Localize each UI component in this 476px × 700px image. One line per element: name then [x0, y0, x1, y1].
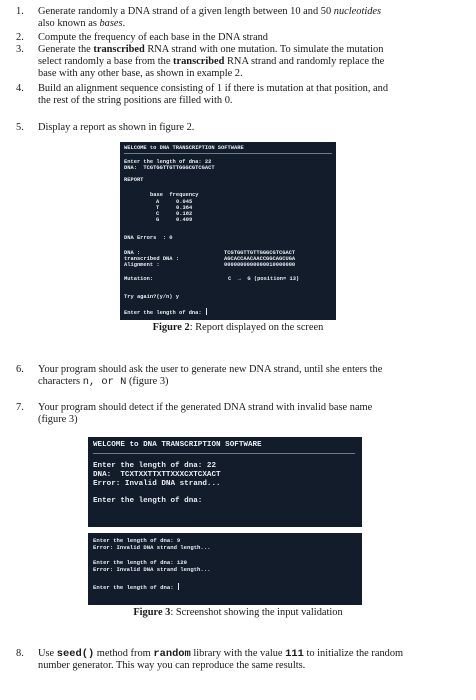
terminal-header: WELCOME to DNA TRANSCRIPTION SOFTWARE: [93, 441, 355, 454]
frequency-base: A: [156, 199, 160, 205]
terminal-prompt: Enter the length of dna: 120: [93, 559, 187, 566]
alignment-label: Alignment :: [124, 262, 160, 268]
text-cursor: [206, 308, 207, 315]
enter-again-text: Enter the length of dna:: [93, 584, 177, 591]
item-5: [16, 122, 461, 135]
item-number: 4.: [16, 83, 24, 94]
item-line: base with any other base, as shown in example 2.: [38, 68, 243, 80]
item-text: [38, 83, 388, 107]
item-line: characters n, or N (figure 3): [38, 376, 169, 389]
terminal-dna-line: DNA: TCGTGGTTGTTGGGCGTCGACT: [124, 165, 215, 171]
frequency-value: 0.409: [176, 217, 193, 223]
figure-3-terminal-top: [88, 437, 362, 527]
terminal-prompt: Enter the length of dna: 22: [124, 159, 212, 165]
item-line: Build an alignment sequence consisting of 1 if there is mutation at that position, and: [38, 83, 389, 94]
frequency-base: T: [156, 205, 160, 211]
frequency-title: base frequency: [150, 192, 199, 198]
figure-2-caption: [60, 322, 416, 333]
mutation-label: Mutation:: [124, 276, 154, 282]
terminal-error: Error: Invalid DNA strand length...: [93, 544, 211, 551]
item-text: [38, 648, 403, 672]
caption-label: Figure 2: [152, 322, 190, 333]
figure-3-caption: [60, 607, 416, 618]
frequency-value: 0.364: [176, 205, 193, 211]
terminal-dna-line: DNA: TCXTXXTTXTTXXXCXTCXACT: [93, 471, 221, 479]
item-text: [38, 44, 384, 81]
item-text: [38, 364, 382, 388]
terminal-prompt-again: [93, 583, 179, 592]
item-8: [16, 648, 461, 674]
terminal-error: Error: Invalid DNA strand length...: [93, 566, 211, 573]
frequency-value: 0.182: [176, 211, 193, 217]
mutation-value: C → G (position= 13): [228, 276, 300, 282]
item-text: [38, 402, 372, 426]
enter-again-line: [124, 308, 207, 316]
item-7: [16, 402, 461, 428]
terminal-prompt-again: Enter the length of dna:: [93, 497, 203, 505]
alignment-value: 0000000000000010000000: [224, 262, 296, 268]
item-number: 7.: [16, 402, 24, 413]
dna-label: DNA :: [124, 250, 141, 256]
item-3: [16, 44, 461, 82]
frequency-base: G: [156, 217, 160, 223]
terminal-prompt: Enter the length of dna: 9: [93, 537, 181, 544]
item-text: [38, 6, 381, 30]
terminal-header: WELCOME to DNA TRANSCRIPTION SOFTWARE: [124, 145, 332, 154]
caption-label: Figure 3: [133, 607, 171, 618]
item-line: select randomly a base from the transcribed RNA strand and randomly replace the: [38, 56, 385, 68]
figure-2-terminal: [120, 142, 336, 320]
item-line: Display a report as shown in figure 2.: [38, 122, 195, 133]
item-line: Compute the frequency of each base in the DNA strand: [38, 32, 268, 43]
terminal-error: Error: Invalid DNA strand...: [93, 480, 221, 488]
item-line: Your program should ask the user to generate new DNA strand, until she enters the: [38, 364, 383, 375]
item-line: Generate randomly a DNA strand of a given length between 10 and 50 nucleotides: [38, 6, 382, 17]
caption-text: : Screenshot showing the input validation: [170, 607, 343, 618]
frequency-base: C: [156, 211, 160, 217]
item-line: Generate the transcribed RNA strand with one mutation. To simulate the mutation: [38, 44, 384, 55]
dna-value: TCGTGGTTGTTGGGCGTCGACT: [224, 250, 296, 256]
caption-text: : Report displayed on the screen: [189, 322, 324, 333]
terminal-report: REPORT: [124, 177, 144, 183]
item-text: [38, 32, 268, 44]
transcribed-label: transcribed DNA :: [124, 256, 179, 262]
item-number: 8.: [16, 648, 24, 659]
item-number: 6.: [16, 364, 24, 375]
figure-3-terminal-bottom: [88, 533, 362, 605]
item-line: Use seed() method from random library with the value 111 to initialize the random: [38, 648, 404, 660]
item-number: 5.: [16, 122, 24, 133]
transcribed-value: AGCACCAACAACCGGCAGCUGA: [224, 256, 296, 262]
item-line: the rest of the string positions are filled with 0.: [38, 95, 233, 107]
item-line: Your program should detect if the generated DNA strand with invalid base name: [38, 402, 373, 413]
dna-errors: DNA Errors : 0: [124, 235, 173, 241]
item-number: 2.: [16, 32, 24, 43]
try-again-line: Try again?(y/n) y: [124, 294, 179, 300]
item-line: number generator. This way you can reproduce the same results.: [38, 660, 306, 672]
item-6: [16, 364, 461, 390]
item-number: 3.: [16, 44, 24, 55]
terminal-prompt: Enter the length of dna: 22: [93, 462, 217, 470]
item-line: also known as bases.: [38, 18, 126, 30]
item-1: [16, 6, 461, 32]
item-number: 1.: [16, 6, 24, 17]
enter-again-text: Enter the length of dna:: [124, 310, 205, 316]
item-text: [38, 122, 194, 134]
item-4: [16, 83, 461, 109]
item-line: (figure 3): [38, 414, 78, 426]
text-cursor: [178, 583, 179, 590]
frequency-value: 0.045: [176, 199, 193, 205]
